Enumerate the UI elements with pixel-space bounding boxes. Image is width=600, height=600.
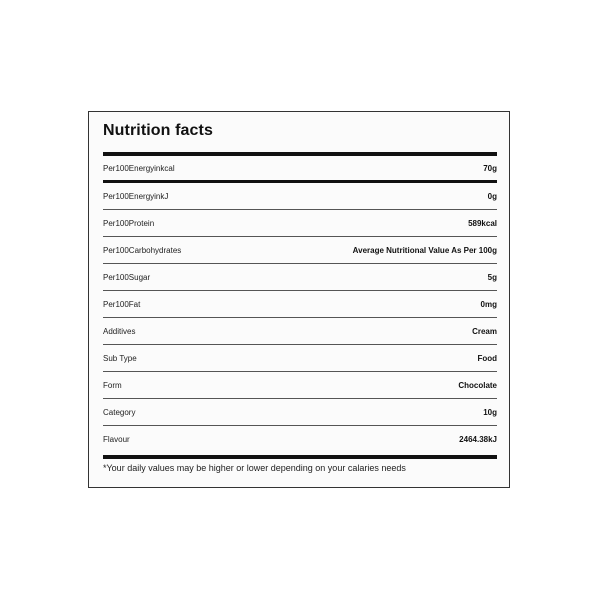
row-value: 0g bbox=[487, 191, 497, 201]
nutrition-facts-panel bbox=[88, 111, 510, 488]
row-value: 10g bbox=[483, 407, 497, 417]
row-value: Chocolate bbox=[458, 380, 497, 390]
row-label: Category bbox=[103, 407, 136, 417]
row-label: Form bbox=[103, 380, 122, 390]
row-value: Cream bbox=[472, 326, 497, 336]
table-row bbox=[103, 210, 497, 237]
row-label: Per100EnergyinkJ bbox=[103, 191, 169, 201]
row-label: Per100Energyinkcal bbox=[103, 163, 175, 173]
row-label: Per100Fat bbox=[103, 299, 141, 309]
row-value: Average Nutritional Value As Per 100g bbox=[352, 245, 497, 255]
table-row bbox=[103, 183, 497, 210]
row-value: 589kcal bbox=[468, 218, 497, 228]
row-value: Food bbox=[477, 353, 497, 363]
row-value: 2464.38kJ bbox=[459, 435, 497, 444]
panel-title: Nutrition facts bbox=[103, 122, 213, 139]
nutrition-table bbox=[103, 156, 497, 453]
row-label: Per100Sugar bbox=[103, 272, 151, 282]
table-row bbox=[103, 372, 497, 399]
row-label: Per100Protein bbox=[103, 218, 155, 228]
footnote: *Your daily values may be higher or lower depending on your calaries needs bbox=[103, 463, 406, 473]
row-label: Sub Type bbox=[103, 353, 137, 363]
table-row bbox=[103, 318, 497, 345]
table-row bbox=[103, 399, 497, 426]
bottom-divider bbox=[103, 455, 497, 459]
table-row bbox=[103, 237, 497, 264]
row-label: Additives bbox=[103, 326, 136, 336]
table-row bbox=[103, 264, 497, 291]
row-value: 70g bbox=[483, 163, 497, 173]
row-label: Flavour bbox=[103, 435, 130, 444]
table-row bbox=[103, 291, 497, 318]
row-value: 5g bbox=[487, 272, 497, 282]
row-label: Per100Carbohydrates bbox=[103, 245, 182, 255]
table-row bbox=[103, 345, 497, 372]
table-row bbox=[103, 426, 497, 453]
table-row bbox=[103, 156, 497, 183]
row-value: 0mg bbox=[480, 299, 497, 309]
